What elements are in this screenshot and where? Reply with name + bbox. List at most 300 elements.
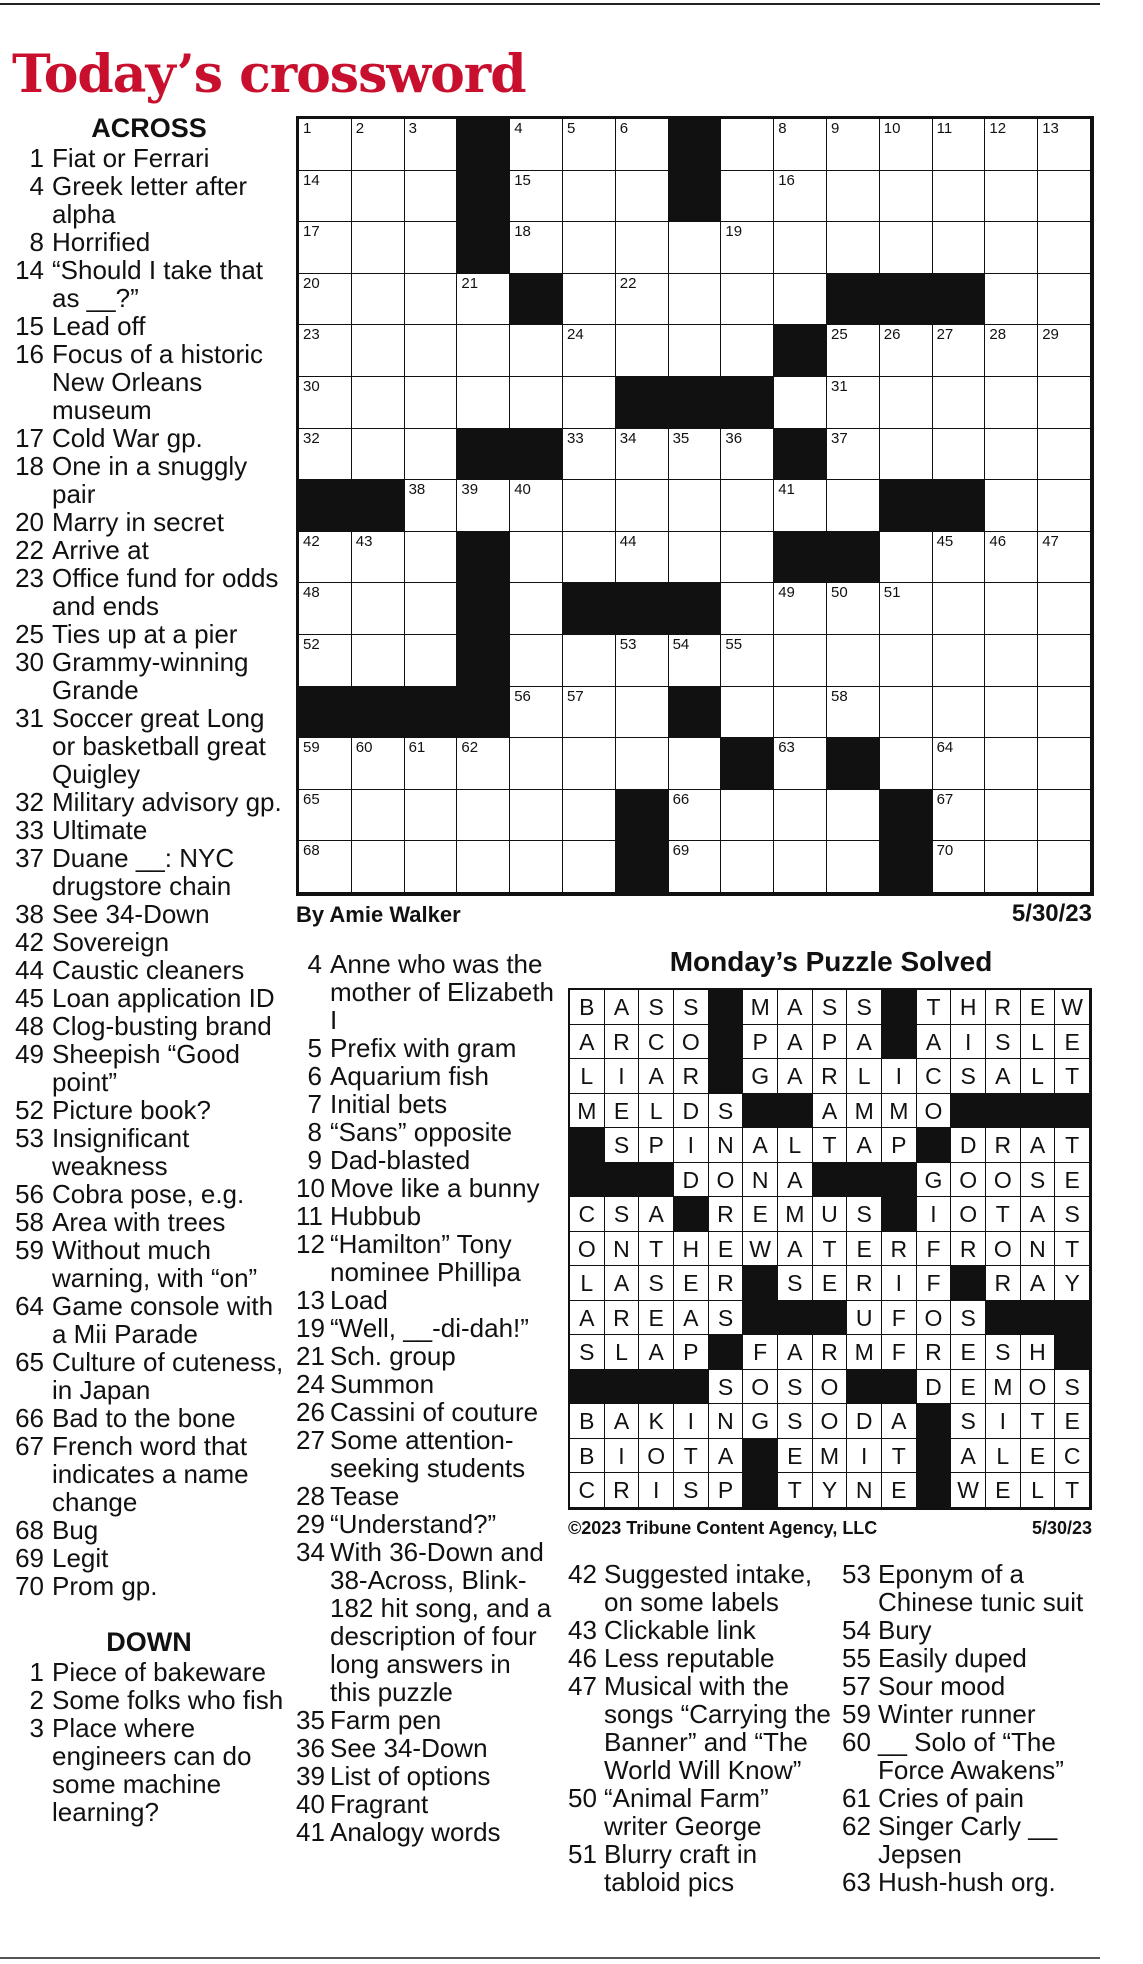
solution-cell: A xyxy=(605,1404,640,1439)
grid-cell[interactable] xyxy=(985,274,1038,326)
grid-cell[interactable] xyxy=(299,790,352,842)
grid-cell[interactable] xyxy=(1038,480,1091,532)
grid-cell[interactable] xyxy=(827,171,880,223)
grid-cell-black xyxy=(669,583,722,635)
solution-cell: S xyxy=(1021,1163,1056,1198)
grid-cell[interactable] xyxy=(1038,119,1091,171)
grid-cell[interactable] xyxy=(880,532,933,584)
grid-cell[interactable] xyxy=(352,841,405,893)
grid-cell[interactable] xyxy=(827,635,880,687)
grid-cell[interactable] xyxy=(985,532,1038,584)
grid-cell[interactable] xyxy=(985,119,1038,171)
solution-cell: T xyxy=(917,990,952,1025)
grid-cell-black xyxy=(457,171,510,223)
grid-cell[interactable] xyxy=(933,738,986,790)
grid-cell[interactable] xyxy=(721,635,774,687)
grid-cell[interactable] xyxy=(933,532,986,584)
solution-cell: L xyxy=(986,1439,1021,1474)
grid-cell[interactable] xyxy=(352,635,405,687)
grid-cell[interactable] xyxy=(985,790,1038,842)
grid-cell[interactable] xyxy=(774,583,827,635)
grid-cell[interactable] xyxy=(616,635,669,687)
clue-number: 62 xyxy=(842,1811,871,1841)
clue-item xyxy=(296,1342,558,1370)
cell-number: 5 xyxy=(567,120,576,137)
grid-cell[interactable] xyxy=(1038,790,1091,842)
clue-text: Horrified xyxy=(52,227,151,257)
grid-cell[interactable] xyxy=(721,274,774,326)
grid-cell[interactable] xyxy=(510,687,563,739)
grid-cell[interactable] xyxy=(1038,325,1091,377)
grid-cell[interactable] xyxy=(457,480,510,532)
grid-cell[interactable] xyxy=(827,841,880,893)
clue-number: 13 xyxy=(296,1285,325,1315)
grid-cell[interactable] xyxy=(827,480,880,532)
grid-cell[interactable] xyxy=(933,790,986,842)
grid-cell-black xyxy=(457,222,510,274)
grid-cell[interactable] xyxy=(669,429,722,481)
grid-cell[interactable] xyxy=(405,171,458,223)
clue-number: 45 xyxy=(15,983,44,1013)
grid-cell[interactable] xyxy=(774,687,827,739)
crossword-grid[interactable] xyxy=(296,116,1094,896)
grid-cell[interactable] xyxy=(1038,635,1091,687)
grid-cell[interactable] xyxy=(405,429,458,481)
cell-number: 55 xyxy=(725,636,743,653)
grid-cell[interactable] xyxy=(457,325,510,377)
grid-cell[interactable] xyxy=(1038,532,1091,584)
grid-cell[interactable] xyxy=(827,377,880,429)
clue-item xyxy=(14,172,284,228)
grid-cell[interactable] xyxy=(563,119,616,171)
solution-cell: A xyxy=(847,1128,882,1163)
clue-number: 27 xyxy=(296,1425,325,1455)
clue-text: Place where engineers can do some machine learning? xyxy=(52,1713,252,1827)
grid-cell[interactable] xyxy=(880,738,933,790)
solution-cell: E xyxy=(813,1266,848,1301)
grid-cell[interactable] xyxy=(827,325,880,377)
grid-cell[interactable] xyxy=(827,583,880,635)
clue-text: Marry in secret xyxy=(52,507,224,537)
grid-cell[interactable] xyxy=(721,171,774,223)
solution-cell: O xyxy=(951,1197,986,1232)
grid-cell[interactable] xyxy=(827,119,880,171)
grid-cell[interactable] xyxy=(563,687,616,739)
grid-cell[interactable] xyxy=(933,325,986,377)
clue-text: __ Solo of “The Force Awakens” xyxy=(878,1727,1064,1785)
grid-cell[interactable] xyxy=(985,583,1038,635)
grid-cell-black xyxy=(405,687,458,739)
grid-cell[interactable] xyxy=(985,738,1038,790)
grid-cell[interactable] xyxy=(933,377,986,429)
grid-cell[interactable] xyxy=(880,325,933,377)
grid-cell[interactable] xyxy=(616,429,669,481)
grid-cell[interactable] xyxy=(510,583,563,635)
grid-cell[interactable] xyxy=(933,687,986,739)
grid-cell[interactable] xyxy=(352,429,405,481)
clue-number: 47 xyxy=(568,1671,597,1701)
grid-cell[interactable] xyxy=(1038,171,1091,223)
grid-cell[interactable] xyxy=(1038,429,1091,481)
grid-cell[interactable] xyxy=(985,171,1038,223)
solution-cell: K xyxy=(639,1404,674,1439)
solution-cell: R xyxy=(605,1301,640,1336)
solution-cell: S xyxy=(605,1197,640,1232)
clue-number: 59 xyxy=(15,1235,44,1265)
grid-cell[interactable] xyxy=(1038,687,1091,739)
grid-cell[interactable] xyxy=(985,222,1038,274)
grid-cell[interactable] xyxy=(352,377,405,429)
grid-cell[interactable] xyxy=(405,480,458,532)
grid-cell[interactable] xyxy=(510,841,563,893)
grid-cell[interactable] xyxy=(985,687,1038,739)
solution-cell: O xyxy=(986,1232,1021,1267)
solution-cell-black xyxy=(570,1128,605,1163)
solution-cell: E xyxy=(709,1232,744,1267)
grid-cell-black xyxy=(933,274,986,326)
clue-text: Load xyxy=(330,1285,388,1315)
grid-cell[interactable] xyxy=(669,790,722,842)
grid-cell[interactable] xyxy=(299,532,352,584)
solution-cell: A xyxy=(639,1197,674,1232)
grid-cell[interactable] xyxy=(1038,841,1091,893)
solution-cell: A xyxy=(639,1335,674,1370)
solution-cell: L xyxy=(1021,1025,1056,1060)
grid-cell[interactable] xyxy=(880,429,933,481)
clue-item xyxy=(14,1572,284,1600)
grid-cell[interactable] xyxy=(299,222,352,274)
clue-text: One in a snuggly pair xyxy=(52,451,248,509)
grid-cell[interactable] xyxy=(827,429,880,481)
grid-cell[interactable] xyxy=(563,274,616,326)
grid-cell[interactable] xyxy=(1038,274,1091,326)
clue-number: 6 xyxy=(307,1061,322,1091)
clue-number: 44 xyxy=(15,955,44,985)
grid-cell[interactable] xyxy=(299,119,352,171)
solution-cell: D xyxy=(674,1163,709,1198)
down-heading: DOWN xyxy=(106,1627,192,1657)
grid-cell[interactable] xyxy=(1038,377,1091,429)
grid-cell-black xyxy=(352,687,405,739)
clue-number: 48 xyxy=(15,1011,44,1041)
grid-cell[interactable] xyxy=(933,429,986,481)
clue-item xyxy=(14,424,284,452)
grid-cell[interactable] xyxy=(299,274,352,326)
grid-cell[interactable] xyxy=(933,635,986,687)
grid-cell[interactable] xyxy=(352,532,405,584)
grid-cell[interactable] xyxy=(563,635,616,687)
clue-text: Picture book? xyxy=(52,1095,211,1125)
grid-cell[interactable] xyxy=(669,841,722,893)
cell-number: 70 xyxy=(936,842,954,860)
grid-cell[interactable] xyxy=(563,171,616,223)
grid-cell[interactable] xyxy=(880,635,933,687)
grid-cell[interactable] xyxy=(827,687,880,739)
grid-cell[interactable] xyxy=(563,790,616,842)
grid-cell[interactable] xyxy=(616,222,669,274)
solution-cell: M xyxy=(743,990,778,1025)
grid-cell[interactable] xyxy=(563,325,616,377)
grid-cell[interactable] xyxy=(933,841,986,893)
grid-cell[interactable] xyxy=(405,274,458,326)
grid-cell[interactable] xyxy=(405,532,458,584)
grid-cell[interactable] xyxy=(774,841,827,893)
grid-cell[interactable] xyxy=(933,583,986,635)
solution-cell-black xyxy=(709,990,744,1025)
clue-number: 36 xyxy=(296,1733,325,1763)
grid-cell[interactable] xyxy=(880,119,933,171)
grid-cell-black xyxy=(510,429,563,481)
clue-number: 46 xyxy=(568,1643,597,1673)
grid-cell[interactable] xyxy=(299,583,352,635)
clue-number: 54 xyxy=(842,1615,871,1645)
grid-cell-black xyxy=(827,738,880,790)
clue-number: 16 xyxy=(15,339,44,369)
grid-cell[interactable] xyxy=(774,738,827,790)
grid-cell[interactable] xyxy=(669,635,722,687)
grid-cell[interactable] xyxy=(510,119,563,171)
grid-cell[interactable] xyxy=(774,222,827,274)
grid-cell[interactable] xyxy=(563,738,616,790)
grid-cell[interactable] xyxy=(616,687,669,739)
clue-number: 53 xyxy=(15,1123,44,1153)
grid-cell[interactable] xyxy=(721,532,774,584)
grid-cell[interactable] xyxy=(880,377,933,429)
clue-number: 7 xyxy=(307,1089,322,1119)
grid-cell-black xyxy=(510,274,563,326)
grid-cell[interactable] xyxy=(774,790,827,842)
clue-item xyxy=(14,312,284,340)
grid-cell[interactable] xyxy=(457,274,510,326)
grid-cell[interactable] xyxy=(510,790,563,842)
grid-cell[interactable] xyxy=(563,429,616,481)
solution-cell: T xyxy=(1021,1404,1056,1439)
cell-number: 13 xyxy=(1042,120,1059,137)
grid-cell[interactable] xyxy=(405,377,458,429)
grid-cell[interactable] xyxy=(510,635,563,687)
grid-cell[interactable] xyxy=(880,583,933,635)
clue-item xyxy=(14,340,284,424)
grid-cell[interactable] xyxy=(669,274,722,326)
solution-cell-black xyxy=(847,1163,882,1198)
clue-text: Grammy-winning Grande xyxy=(52,647,249,705)
grid-cell[interactable] xyxy=(985,841,1038,893)
solution-cell: B xyxy=(570,1404,605,1439)
grid-cell[interactable] xyxy=(405,790,458,842)
solution-cell: A xyxy=(951,1439,986,1474)
grid-cell[interactable] xyxy=(457,790,510,842)
grid-cell[interactable] xyxy=(1038,583,1091,635)
grid-cell[interactable] xyxy=(352,274,405,326)
grid-cell[interactable] xyxy=(563,222,616,274)
grid-cell[interactable] xyxy=(669,222,722,274)
grid-cell[interactable] xyxy=(299,635,352,687)
grid-cell[interactable] xyxy=(721,222,774,274)
grid-cell[interactable] xyxy=(616,480,669,532)
grid-cell[interactable] xyxy=(933,222,986,274)
grid-cell[interactable] xyxy=(616,119,669,171)
grid-cell-black xyxy=(669,377,722,429)
grid-cell[interactable] xyxy=(299,429,352,481)
grid-cell[interactable] xyxy=(352,325,405,377)
grid-cell[interactable] xyxy=(721,325,774,377)
solution-cell: R xyxy=(674,1059,709,1094)
grid-cell[interactable] xyxy=(457,738,510,790)
grid-cell[interactable] xyxy=(352,790,405,842)
grid-cell[interactable] xyxy=(510,325,563,377)
grid-cell-black xyxy=(457,687,510,739)
grid-cell[interactable] xyxy=(352,119,405,171)
grid-cell-black xyxy=(880,274,933,326)
grid-cell[interactable] xyxy=(774,480,827,532)
solution-cell: D xyxy=(674,1094,709,1129)
grid-cell[interactable] xyxy=(933,171,986,223)
grid-cell[interactable] xyxy=(457,377,510,429)
cell-number: 42 xyxy=(303,532,320,550)
grid-cell[interactable] xyxy=(457,841,510,893)
grid-cell[interactable] xyxy=(1038,222,1091,274)
grid-cell[interactable] xyxy=(510,377,563,429)
grid-cell[interactable] xyxy=(985,325,1038,377)
grid-cell[interactable] xyxy=(616,171,669,223)
grid-cell[interactable] xyxy=(510,480,563,532)
clue-item xyxy=(14,1096,284,1124)
grid-cell[interactable] xyxy=(985,429,1038,481)
grid-cell[interactable] xyxy=(510,222,563,274)
grid-cell[interactable] xyxy=(405,738,458,790)
grid-cell[interactable] xyxy=(299,377,352,429)
grid-cell[interactable] xyxy=(405,119,458,171)
solution-cell: A xyxy=(743,1128,778,1163)
solution-cell: O xyxy=(743,1370,778,1405)
grid-cell[interactable] xyxy=(827,790,880,842)
grid-cell[interactable] xyxy=(405,841,458,893)
cell-number: 38 xyxy=(408,481,426,499)
clue-item xyxy=(14,900,284,928)
grid-cell[interactable] xyxy=(563,841,616,893)
grid-cell[interactable] xyxy=(669,325,722,377)
clue-item xyxy=(568,1644,836,1672)
grid-cell[interactable] xyxy=(510,738,563,790)
solution-cell: P xyxy=(743,1025,778,1060)
solution-cell: S xyxy=(778,1404,813,1439)
cell-number: 56 xyxy=(514,687,531,705)
grid-cell[interactable] xyxy=(616,738,669,790)
clue-text: Tease xyxy=(330,1481,400,1511)
solution-cell: G xyxy=(743,1059,778,1094)
grid-cell[interactable] xyxy=(669,480,722,532)
grid-cell[interactable] xyxy=(352,738,405,790)
grid-cell[interactable] xyxy=(510,171,563,223)
grid-cell[interactable] xyxy=(563,532,616,584)
clue-item xyxy=(14,1714,284,1826)
clue-item xyxy=(14,1544,284,1572)
grid-cell[interactable] xyxy=(721,429,774,481)
clue-text: Analogy words xyxy=(330,1817,501,1847)
grid-cell[interactable] xyxy=(985,480,1038,532)
grid-cell[interactable] xyxy=(563,480,616,532)
grid-cell[interactable] xyxy=(352,583,405,635)
solution-cell: A xyxy=(847,1025,882,1060)
grid-cell-black xyxy=(721,377,774,429)
grid-cell[interactable] xyxy=(352,171,405,223)
grid-cell[interactable] xyxy=(985,635,1038,687)
solution-cell: Y xyxy=(1055,1266,1090,1301)
solution-cell: A xyxy=(778,1059,813,1094)
solution-cell: F xyxy=(882,1335,917,1370)
grid-cell-black xyxy=(352,480,405,532)
grid-cell[interactable] xyxy=(774,119,827,171)
grid-cell[interactable] xyxy=(616,274,669,326)
clue-item xyxy=(842,1616,1104,1644)
clue-item xyxy=(296,1510,558,1538)
grid-cell[interactable] xyxy=(299,171,352,223)
grid-cell[interactable] xyxy=(405,222,458,274)
clue-text: Summon xyxy=(330,1369,435,1399)
cell-number: 22 xyxy=(619,274,637,292)
grid-cell[interactable] xyxy=(774,274,827,326)
clue-item xyxy=(14,564,284,620)
grid-cell[interactable] xyxy=(985,377,1038,429)
grid-cell[interactable] xyxy=(405,583,458,635)
grid-cell[interactable] xyxy=(299,738,352,790)
grid-cell[interactable] xyxy=(774,377,827,429)
solution-cell: D xyxy=(847,1404,882,1439)
clue-item xyxy=(14,1292,284,1348)
grid-cell[interactable] xyxy=(721,841,774,893)
grid-cell[interactable] xyxy=(1038,738,1091,790)
grid-cell[interactable] xyxy=(721,583,774,635)
grid-cell[interactable] xyxy=(616,532,669,584)
clue-number: 56 xyxy=(15,1179,44,1209)
grid-cell[interactable] xyxy=(721,119,774,171)
grid-cell[interactable] xyxy=(669,738,722,790)
solution-cell: W xyxy=(743,1232,778,1267)
grid-cell[interactable] xyxy=(721,687,774,739)
grid-cell[interactable] xyxy=(563,377,616,429)
clue-item xyxy=(296,1706,558,1734)
grid-cell[interactable] xyxy=(299,325,352,377)
solution-cell: O xyxy=(709,1163,744,1198)
grid-cell[interactable] xyxy=(299,841,352,893)
grid-cell[interactable] xyxy=(827,222,880,274)
grid-cell[interactable] xyxy=(352,222,405,274)
clue-number: 53 xyxy=(842,1559,871,1589)
grid-cell[interactable] xyxy=(880,171,933,223)
grid-cell-black xyxy=(457,429,510,481)
grid-cell[interactable] xyxy=(510,532,563,584)
grid-cell[interactable] xyxy=(933,119,986,171)
solution-cell: L xyxy=(1021,1473,1056,1508)
grid-cell[interactable] xyxy=(721,790,774,842)
cell-number: 57 xyxy=(567,687,584,705)
solution-cell-black xyxy=(882,990,917,1025)
grid-cell[interactable] xyxy=(405,635,458,687)
clue-item xyxy=(842,1560,1104,1616)
grid-cell[interactable] xyxy=(774,635,827,687)
grid-cell[interactable] xyxy=(880,222,933,274)
grid-cell[interactable] xyxy=(721,480,774,532)
clue-text: Musical with the songs “Carrying the Banner” and “The World Will Know” xyxy=(604,1671,831,1785)
grid-cell[interactable] xyxy=(616,325,669,377)
clue-number: 68 xyxy=(15,1515,44,1545)
grid-cell[interactable] xyxy=(405,325,458,377)
solution-cell: I xyxy=(847,1439,882,1474)
grid-cell[interactable] xyxy=(669,532,722,584)
grid-cell[interactable] xyxy=(774,171,827,223)
solution-cell: A xyxy=(605,990,640,1025)
grid-cell[interactable] xyxy=(880,687,933,739)
